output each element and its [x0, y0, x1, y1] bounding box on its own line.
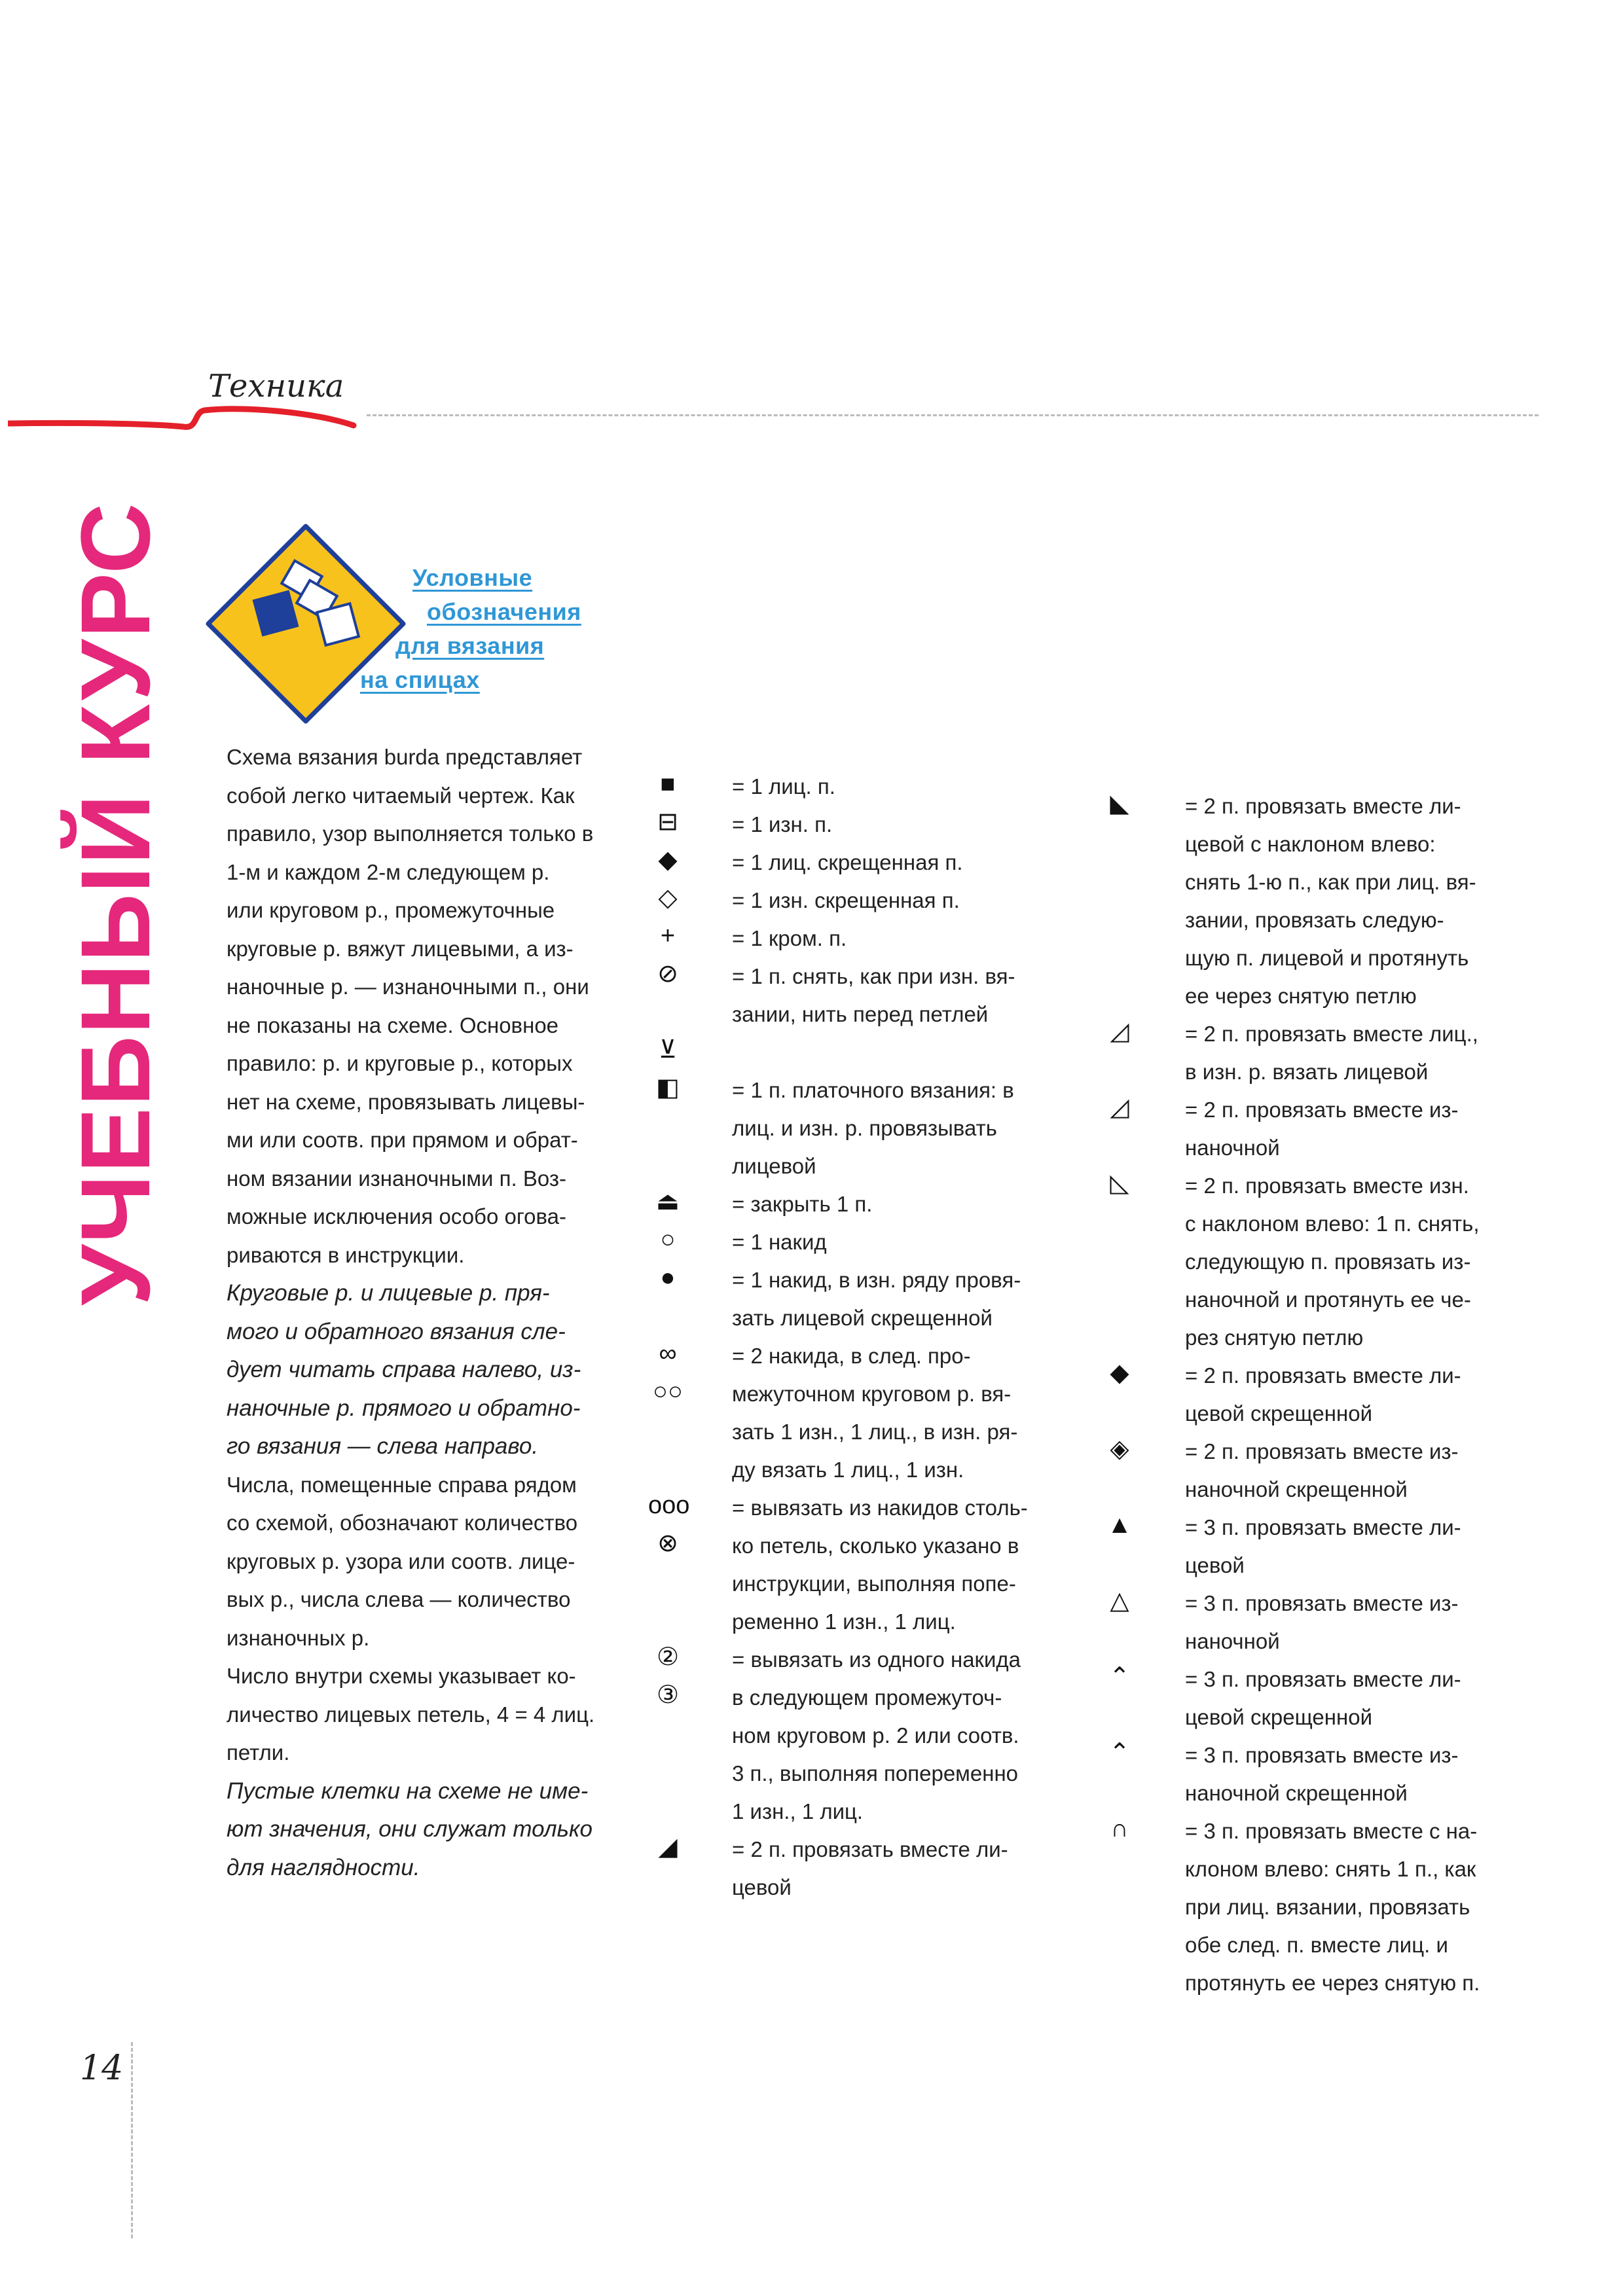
legend-text: = 3 п. провязать вместе ли-	[1185, 1515, 1461, 1539]
legend-text: инструкции, выполняя попе-	[732, 1571, 1016, 1596]
legend-text: зать лицевой скрещенной	[732, 1306, 993, 1330]
legend-text: = 3 п. провязать вместе ли-	[1185, 1667, 1461, 1691]
legend-text: зании, нить перед петлей	[732, 1002, 989, 1026]
intro-line: изнаночных р.	[227, 1625, 370, 1650]
legend-text: = 1 лиц. п.	[732, 774, 835, 798]
title-line-3: для вязания	[395, 632, 545, 659]
triple-loop-icon: ooo	[648, 1492, 690, 1519]
square-with-line-icon: ⊟	[657, 808, 678, 836]
legend-text: = 3 п. провязать вместе с на-	[1185, 1819, 1478, 1843]
filled-triangle-left-icon: ◣	[1110, 790, 1129, 817]
legend-text: ко петель, сколько указано в	[732, 1534, 1019, 1558]
circled-three-icon: ③	[656, 1681, 680, 1709]
circled-two-icon: ②	[656, 1643, 680, 1671]
legend-text: в изн. р. вязать лицевой	[1185, 1060, 1429, 1084]
intro-line: Круговые р. и лицевые р. пря-	[227, 1280, 550, 1306]
intro-line: правило: р. и круговые р., которых	[227, 1051, 573, 1075]
intro-text	[227, 738, 639, 1887]
intro-line: со схемой, обозначают количество	[227, 1511, 578, 1535]
legend-text: снять 1-ю п., как при лиц. вя-	[1185, 870, 1476, 894]
intro-line: ют значения, они служат только	[227, 1816, 593, 1842]
legend-text: = 2 п. провязать вместе ли-	[1185, 1363, 1461, 1388]
filled-circle-icon: ●	[660, 1264, 676, 1291]
legend-text: цевой с наклоном влево:	[1185, 832, 1436, 856]
intro-line: вых р., числа слева — количество	[227, 1587, 571, 1611]
intro-line: Числа, помещенные справа рядом	[227, 1472, 577, 1497]
legend-text: наночной и протянуть ее че-	[1185, 1287, 1471, 1312]
legend-text: = 1 п. снять, как при изн. вя-	[732, 964, 1015, 988]
legend-text: с наклоном влево: 1 п. снять,	[1185, 1211, 1480, 1236]
intro-line: ми или соотв. при прямом и обрат-	[227, 1128, 578, 1152]
filled-diamond-icon: ◆	[658, 846, 678, 874]
intro-line: можные исключения особо огова-	[227, 1204, 566, 1229]
legend-text: = 1 накид, в изн. ряду провя-	[732, 1268, 1021, 1292]
legend-text: протянуть ее через снятую п.	[1185, 1971, 1480, 1995]
intro-line: петли.	[227, 1740, 290, 1765]
intro-line: мого и обратного вязания сле-	[227, 1318, 566, 1344]
legend-text: наночной	[1185, 1136, 1280, 1160]
outline-triangle-right-line-icon: ◿	[1110, 1094, 1129, 1121]
header-divider	[367, 414, 1539, 416]
intro-line: круговые р. вяжут лицевыми, а из-	[227, 936, 574, 961]
arch-icon: ∩	[1110, 1815, 1129, 1842]
legend-text: = 2 п. провязать вместе изн.	[1185, 1174, 1469, 1198]
legend-text: = 1 лиц. скрещенная п.	[732, 850, 963, 874]
intro-line: или круговом р., промежуточные	[227, 898, 555, 922]
outline-triangle-up-icon: △	[1110, 1587, 1129, 1615]
outline-double-diamond-icon: ◈	[1110, 1435, 1129, 1463]
bind-off-icon: ⏏	[656, 1188, 680, 1215]
intro-line: дует читать справа налево, из-	[227, 1357, 581, 1382]
legend-text: = 2 п. провязать вместе ли-	[732, 1837, 1008, 1861]
intro-line: риваются в инструкции.	[227, 1242, 465, 1267]
legend-text: = 1 накид	[732, 1230, 827, 1254]
legend-text: клоном влево: снять 1 п., как	[1185, 1857, 1476, 1881]
legend-text: = 1 изн. п.	[732, 812, 833, 836]
legend-text: = 1 изн. скрещенная п.	[732, 888, 960, 912]
legend-text: в следующем промежуточ-	[732, 1685, 1002, 1710]
knitting-logo-icon	[204, 522, 407, 725]
intro-line: Число внутри схемы указывает ко-	[227, 1664, 576, 1688]
v-underline-icon: ⊻	[659, 1036, 677, 1064]
double-loop-icon: ∞	[659, 1340, 677, 1367]
legend-text: цевой	[732, 1875, 792, 1899]
legend-text: щую п. лицевой и протянуть	[1185, 946, 1469, 970]
legend-text: наночной	[1185, 1629, 1280, 1653]
intro-line: личество лицевых петель, 4 = 4 лиц.	[227, 1702, 595, 1727]
page-number: 14	[80, 2049, 124, 2088]
filled-square-icon: ■	[660, 770, 676, 798]
legend-text: 1 изн., 1 лиц.	[732, 1799, 864, 1823]
plus-icon: +	[660, 922, 676, 950]
intro-line: круговых р. узора или соотв. лице-	[227, 1549, 575, 1573]
intro-line: Схема вязания burda представляет	[227, 745, 583, 769]
double-circle-icon: ○○	[653, 1378, 683, 1405]
legend-text: обе след. п. вместе лиц. и	[1185, 1933, 1448, 1957]
legend-text: лиц. и изн. р. провязывать	[732, 1116, 997, 1140]
filled-triangle-up-icon: ▲	[1107, 1511, 1132, 1539]
legend-text: цевой	[1185, 1553, 1245, 1577]
intro-line: Пустые клетки на схеме не име-	[227, 1778, 589, 1804]
legend-text: = 2 п. провязать вместе ли-	[1185, 794, 1461, 818]
legend-text: наночной скрещенной	[1185, 1477, 1408, 1501]
legend-text: следующую п. провязать из-	[1185, 1249, 1471, 1274]
legend-text: 3 п., выполняя попеременно	[732, 1761, 1019, 1785]
legend-text: цевой скрещенной	[1185, 1705, 1373, 1729]
open-circle-icon: ○	[660, 1226, 676, 1253]
legend-text: ду вязать 1 лиц., 1 изн.	[732, 1458, 964, 1482]
legend-text: зать 1 изн., 1 лиц., в изн. ря-	[732, 1420, 1018, 1444]
legend-text: цевой скрещенной	[1185, 1401, 1373, 1426]
legend-text: ее через снятую петлю	[1185, 984, 1417, 1008]
intro-line: 1-м и каждом 2-м следующем р.	[227, 859, 550, 884]
intro-line: для наглядности.	[227, 1854, 420, 1880]
intro-line: собой легко читаемый чертеж. Как	[227, 783, 575, 808]
outline-triangle-right-icon: ◿	[1110, 1018, 1129, 1045]
slashed-square-icon: ⊘	[657, 960, 678, 988]
legend-text: межуточном круговом р. вя-	[732, 1382, 1012, 1406]
legend-text: = 2 накида, в след. про-	[732, 1344, 971, 1368]
legend-text: = 3 п. провязать вместе из-	[1185, 1591, 1459, 1615]
intro-line: ном вязании изнаночными п. Воз-	[227, 1166, 566, 1191]
legend-text: = 2 п. провязать вместе лиц.,	[1185, 1022, 1478, 1046]
page-number-divider	[131, 2042, 133, 2238]
legend-text: лицевой	[732, 1154, 816, 1178]
legend-text: = 2 п. провязать вместе из-	[1185, 1098, 1459, 1122]
intro-line: не показаны на схеме. Основное	[227, 1013, 559, 1037]
legend-text: ном круговом р. 2 или соотв.	[732, 1723, 1019, 1748]
filled-double-diamond-icon: ◆	[1110, 1359, 1129, 1387]
intro-line: го вязания — слева направо.	[227, 1433, 539, 1459]
intro-line: наночные р. прямого и обратно-	[227, 1395, 581, 1421]
half-filled-square-icon: ◧	[656, 1074, 680, 1102]
legend-text: рез снятую петлю	[1185, 1325, 1364, 1350]
legend-text: = 3 п. провязать вместе из-	[1185, 1743, 1459, 1767]
section-label: Техника	[208, 368, 344, 404]
intro-line: правило, узор выполняется только в	[227, 821, 594, 846]
legend-text: = 1 п. платочного вязания: в	[732, 1078, 1014, 1102]
filled-triangle-right-icon: ◢	[658, 1833, 678, 1861]
legend-text: = 2 п. провязать вместе из-	[1185, 1439, 1459, 1463]
legend-text: = 1 кром. п.	[732, 926, 847, 950]
legend-text: = закрыть 1 п.	[732, 1192, 873, 1216]
legend-text: при лиц. вязании, провязать	[1185, 1895, 1470, 1919]
title-line-2: обозначения	[427, 598, 581, 625]
legend-text: наночной скрещенной	[1185, 1781, 1408, 1805]
intro-line: наночные р. — изнаночными п., они	[227, 975, 589, 999]
intro-line: нет на схеме, провязывать лицевы-	[227, 1089, 585, 1114]
filled-chevron-up-icon: ⌃	[1109, 1663, 1130, 1691]
legend-text: = вывязать из накидов столь-	[732, 1496, 1028, 1520]
outline-triangle-left-line-icon: ◺	[1110, 1170, 1129, 1197]
outline-diamond-icon: ◇	[658, 884, 678, 912]
circled-x-icon: ⊗	[657, 1530, 678, 1557]
title-line-1: Условные	[412, 564, 533, 591]
legend-text: = вывязать из одного накида	[732, 1647, 1021, 1672]
title-line-4: на спицах	[360, 666, 480, 693]
course-title: УЧЕБНЫЙ КУРС	[60, 501, 170, 1306]
legend-text: ременно 1 изн., 1 лиц.	[732, 1609, 956, 1634]
outline-chevron-up-icon: ⌃	[1109, 1739, 1130, 1767]
legend-text: зании, провязать следую-	[1185, 908, 1444, 932]
